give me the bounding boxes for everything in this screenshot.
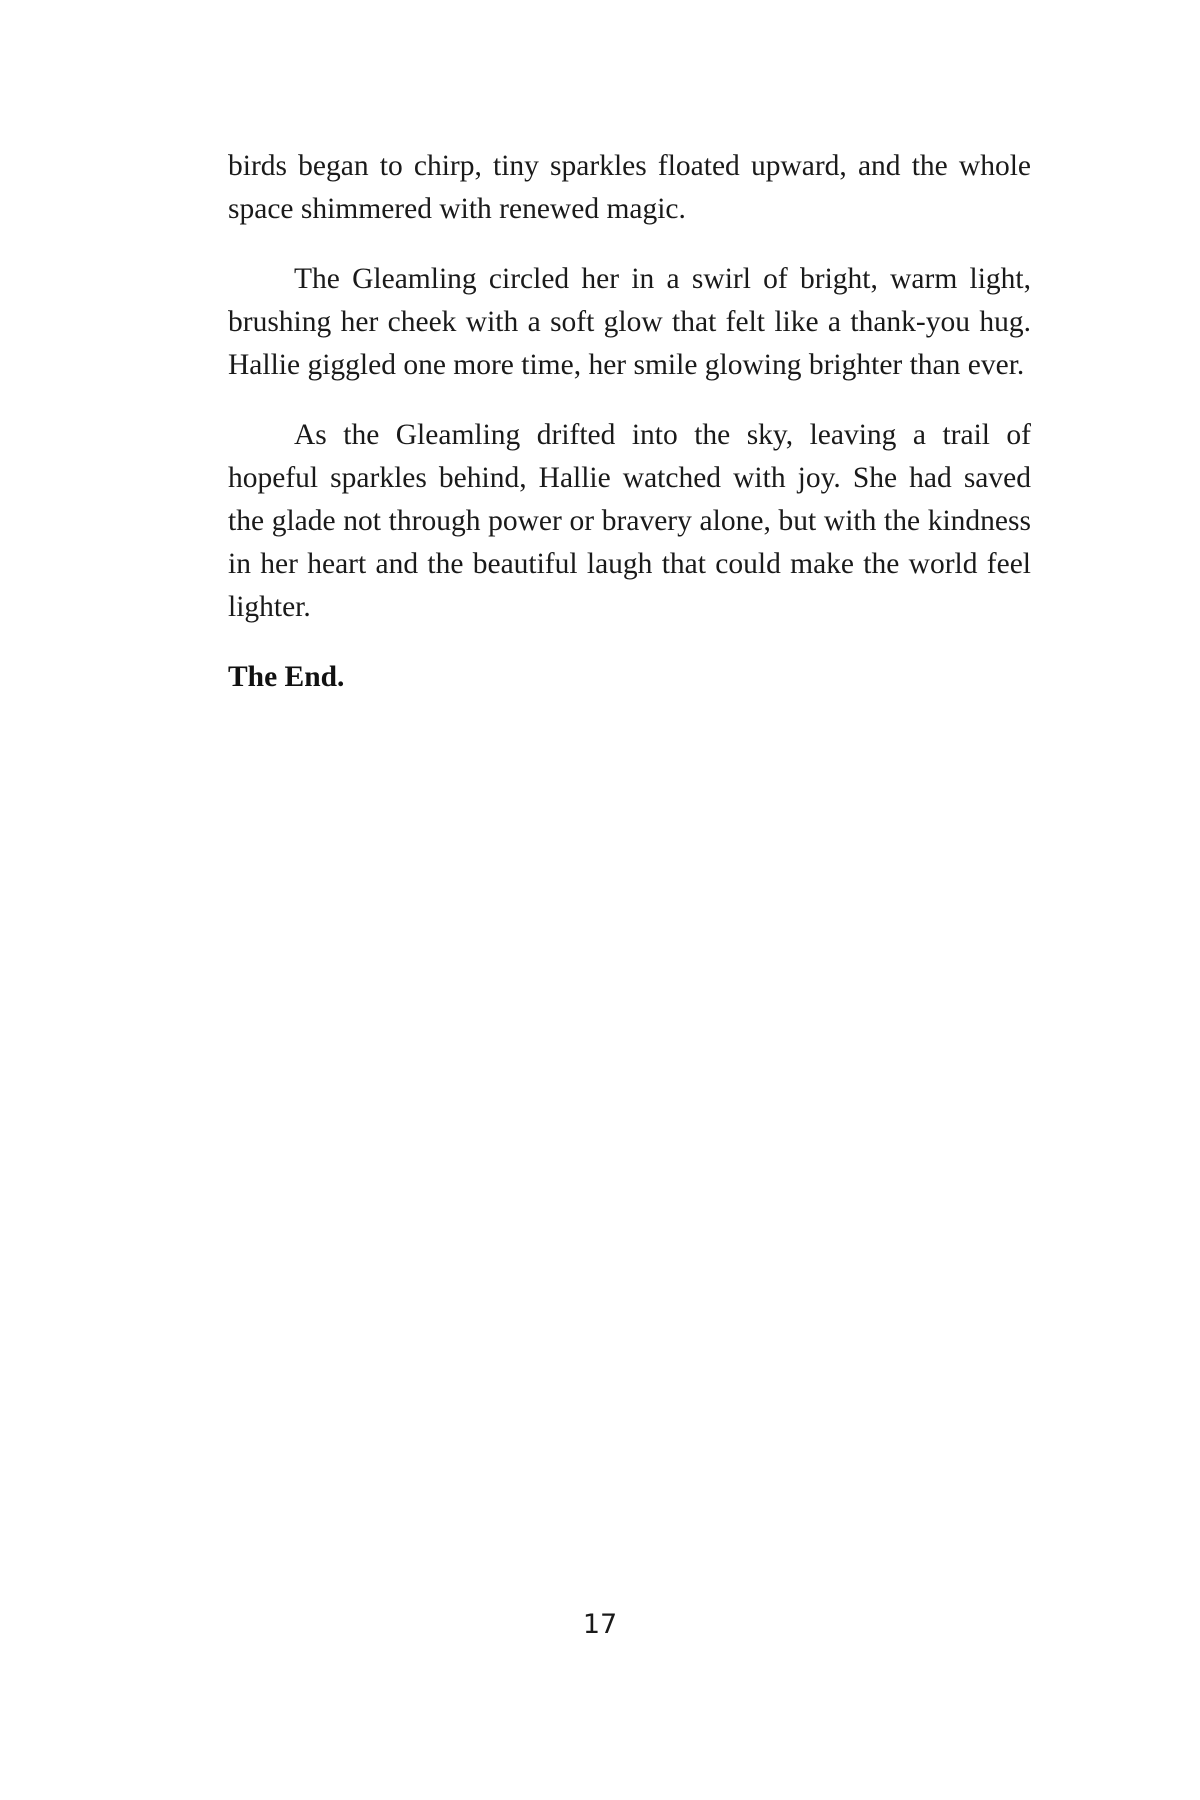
the-end-heading: The End. xyxy=(228,661,345,693)
story-paragraph: As the Gleamling drifted into the sky, leaving a trail of hopeful sparkles behind, Hallie watched with joy. She had saved the glade not through power or bravery alone, but with the kindness in her heart and the beautiful laugh that could make the world feel lighter. xyxy=(228,419,1031,623)
story-paragraph: The Gleamling circled her in a swirl of bright, warm light, brushing her cheek with a soft glow that felt like a thank-you hug. Hallie giggled one more time, her smile glowing brighter than ever. xyxy=(228,263,1031,381)
story-text xyxy=(228,145,1031,699)
story-paragraph-continued: birds began to chirp, tiny sparkles floated upward, and the whole space shimmered with renewed magic. xyxy=(228,150,1031,225)
page-number: 17 xyxy=(582,1609,618,1640)
